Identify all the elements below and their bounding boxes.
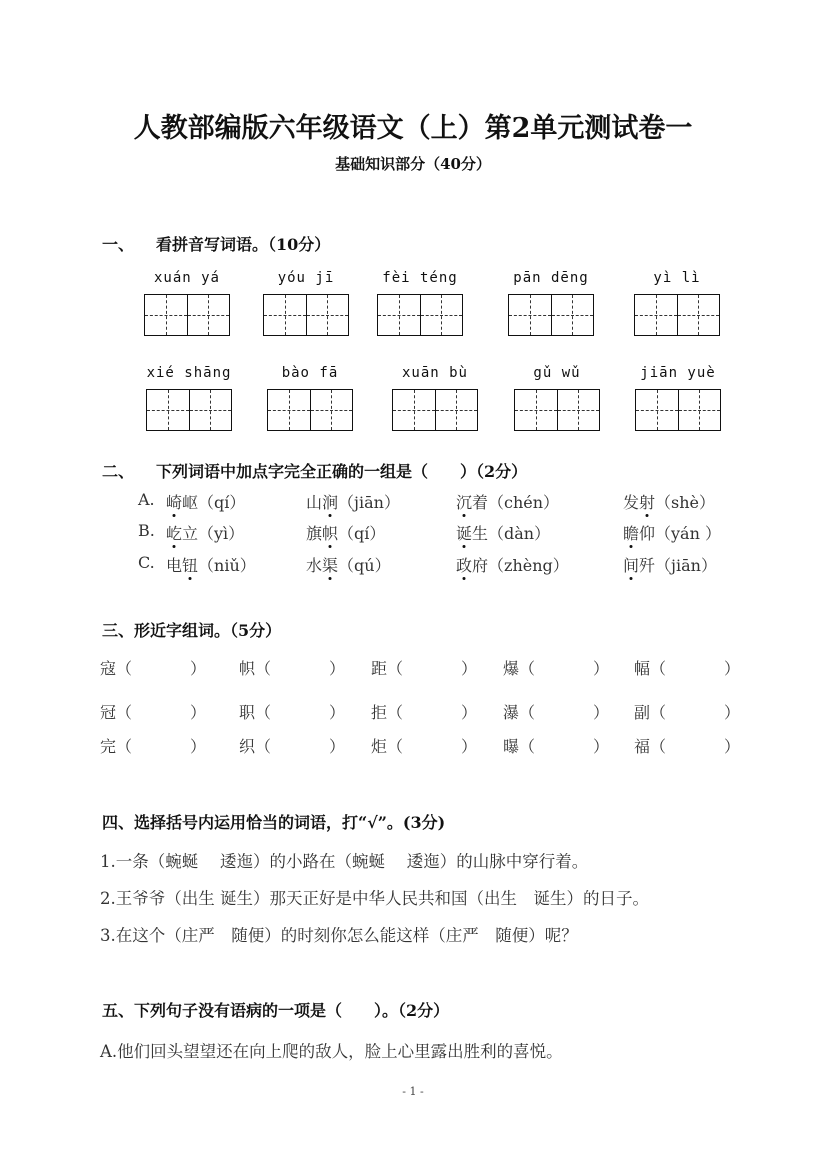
writing-grid[interactable] bbox=[508, 294, 594, 336]
option-label: B. bbox=[138, 521, 155, 540]
similar-char: 距 bbox=[371, 659, 388, 678]
writing-grid[interactable] bbox=[146, 389, 232, 431]
option-word bbox=[456, 553, 569, 576]
answer-paren-close: ） bbox=[190, 659, 207, 678]
similar-char-item[interactable] bbox=[371, 656, 478, 679]
page-number: - 1 - bbox=[402, 1085, 424, 1098]
answer-paren-open: （ bbox=[387, 703, 404, 722]
answer-paren-close: ） bbox=[190, 737, 207, 756]
word-suffix: 着（chén） bbox=[472, 493, 560, 512]
similar-char: 曝 bbox=[503, 737, 520, 756]
dotted-character: 射 bbox=[639, 493, 656, 512]
pinyin-word-item bbox=[633, 365, 723, 431]
similar-char-item[interactable] bbox=[100, 700, 207, 723]
similar-char: 织 bbox=[239, 737, 256, 756]
answer-paren-open: （ bbox=[255, 659, 272, 678]
writing-cell[interactable] bbox=[558, 390, 600, 430]
pinyin-word-item bbox=[375, 270, 465, 336]
word-prefix: 水 bbox=[306, 556, 323, 575]
section1-heading bbox=[102, 232, 330, 255]
word-suffix: 府（zhèng） bbox=[472, 556, 569, 575]
similar-char: 完 bbox=[100, 737, 117, 756]
pinyin-text: gǔ wǔ bbox=[533, 365, 581, 381]
answer-paren-open: （ bbox=[387, 737, 404, 756]
writing-cell[interactable] bbox=[145, 295, 188, 335]
dotted-character: 政 bbox=[456, 556, 473, 575]
answer-paren-open: （ bbox=[255, 737, 272, 756]
word-prefix: 山 bbox=[306, 493, 323, 512]
writing-grid[interactable] bbox=[514, 389, 600, 431]
similar-char: 寇 bbox=[100, 659, 117, 678]
writing-grid[interactable] bbox=[377, 294, 463, 336]
option-word bbox=[623, 553, 717, 576]
writing-grid[interactable] bbox=[635, 389, 721, 431]
pinyin-word-item bbox=[506, 270, 596, 336]
writing-cell[interactable] bbox=[307, 295, 349, 335]
word-suffix: （niǔ） bbox=[198, 556, 256, 575]
writing-cell[interactable] bbox=[515, 390, 558, 430]
dotted-character: 沉 bbox=[456, 493, 473, 512]
section2-heading bbox=[102, 459, 527, 482]
similar-char-item[interactable] bbox=[239, 656, 346, 679]
option-word bbox=[456, 490, 559, 513]
option-word bbox=[623, 521, 721, 544]
writing-cell[interactable] bbox=[268, 390, 311, 430]
word-suffix: （shè） bbox=[655, 493, 716, 512]
pinyin-text: yóu jī bbox=[277, 270, 335, 286]
answer-paren-close: ） bbox=[461, 659, 478, 678]
option-label: A. bbox=[138, 490, 155, 509]
similar-char-item[interactable] bbox=[371, 734, 478, 757]
pinyin-text: pān dēng bbox=[513, 270, 589, 286]
pinyin-word-item bbox=[512, 365, 602, 431]
answer-paren-close: ） bbox=[724, 659, 741, 678]
section1-title: 看拼音写词语。（10分） bbox=[156, 235, 331, 254]
similar-char: 幅 bbox=[634, 659, 651, 678]
answer-paren-open: （ bbox=[650, 703, 667, 722]
similar-char: 瀑 bbox=[503, 703, 520, 722]
pinyin-text: yì lì bbox=[653, 270, 701, 286]
section2-title: 下列词语中加点字完全正确的一组是（ ）（2分） bbox=[156, 462, 528, 481]
writing-cell[interactable] bbox=[509, 295, 552, 335]
dotted-character: 渠 bbox=[322, 556, 339, 575]
writing-cell[interactable] bbox=[436, 390, 478, 430]
word-suffix: 岖（qí） bbox=[182, 493, 246, 512]
word-prefix: 旗 bbox=[306, 524, 323, 543]
word-suffix: （qú） bbox=[338, 556, 391, 575]
answer-paren-close: ） bbox=[329, 659, 346, 678]
answer-paren-open: （ bbox=[519, 737, 536, 756]
similar-char: 拒 bbox=[371, 703, 388, 722]
word-suffix: （qí） bbox=[338, 524, 386, 543]
word-suffix: 仰（yán ） bbox=[639, 524, 721, 543]
writing-grid[interactable] bbox=[634, 294, 720, 336]
writing-cell[interactable] bbox=[421, 295, 463, 335]
similar-char: 职 bbox=[239, 703, 256, 722]
section4-sentence-2: 2.王爷爷（出生 诞生）那天正好是中华人民共和国（出生 诞生）的日子。 bbox=[100, 889, 649, 908]
word-suffix: 歼（jiān） bbox=[639, 556, 717, 575]
dotted-character: 涧 bbox=[322, 493, 339, 512]
dotted-character: 帜 bbox=[322, 524, 339, 543]
writing-cell[interactable] bbox=[636, 390, 679, 430]
answer-paren-close: ） bbox=[593, 703, 610, 722]
similar-char-item[interactable] bbox=[371, 700, 478, 723]
similar-char: 炬 bbox=[371, 737, 388, 756]
answer-paren-close: ） bbox=[724, 703, 741, 722]
pinyin-text: xuān bù bbox=[401, 365, 468, 381]
pinyin-word-item bbox=[261, 270, 351, 336]
section1-number: 一、 bbox=[102, 235, 135, 254]
similar-char-item[interactable] bbox=[239, 734, 346, 757]
similar-char: 福 bbox=[634, 737, 651, 756]
pinyin-word-item bbox=[390, 365, 480, 431]
option-word bbox=[456, 521, 550, 544]
similar-char-item[interactable] bbox=[503, 700, 610, 723]
option-word bbox=[306, 490, 400, 513]
answer-paren-close: ） bbox=[461, 703, 478, 722]
similar-char-item[interactable] bbox=[239, 700, 346, 723]
answer-paren-open: （ bbox=[387, 659, 404, 678]
writing-cell[interactable] bbox=[264, 295, 307, 335]
pinyin-word-item bbox=[265, 365, 355, 431]
writing-cell[interactable] bbox=[378, 295, 421, 335]
similar-char-item[interactable] bbox=[634, 734, 741, 757]
answer-paren-close: ） bbox=[593, 737, 610, 756]
option-word bbox=[306, 553, 391, 576]
writing-cell[interactable] bbox=[311, 390, 353, 430]
option-word bbox=[306, 521, 385, 544]
section4-heading: 四、选择括号内运用恰当的词语，打“√”。(3分) bbox=[102, 813, 446, 832]
section2-number: 二、 bbox=[102, 462, 135, 481]
pinyin-text: fèi téng bbox=[382, 270, 458, 286]
page-subtitle: 基础知识部分（40分） bbox=[335, 155, 491, 173]
writing-grid[interactable] bbox=[392, 389, 478, 431]
option-word bbox=[623, 490, 715, 513]
option-word bbox=[166, 553, 256, 576]
section3-heading: 三、形近字组词。（5分） bbox=[102, 621, 282, 640]
pinyin-word-item bbox=[142, 270, 232, 336]
option-word bbox=[166, 490, 245, 513]
section5-heading: 五、下列句子没有语病的一项是（ ）。（2分） bbox=[102, 1001, 450, 1020]
writing-cell[interactable] bbox=[679, 390, 721, 430]
dotted-character: 屹 bbox=[166, 524, 183, 543]
pinyin-word-item bbox=[144, 365, 234, 431]
answer-paren-open: （ bbox=[519, 659, 536, 678]
pinyin-text: bào fā bbox=[281, 365, 339, 381]
similar-char-item[interactable] bbox=[503, 656, 610, 679]
similar-char: 爆 bbox=[503, 659, 520, 678]
writing-cell[interactable] bbox=[190, 390, 232, 430]
pinyin-text: jiān yuè bbox=[640, 365, 716, 381]
dotted-character: 瞻 bbox=[623, 524, 640, 543]
similar-char-item[interactable] bbox=[100, 656, 207, 679]
answer-paren-open: （ bbox=[116, 737, 133, 756]
option-word bbox=[166, 521, 244, 544]
answer-paren-close: ） bbox=[593, 659, 610, 678]
answer-paren-open: （ bbox=[116, 703, 133, 722]
answer-paren-close: ） bbox=[329, 703, 346, 722]
dotted-character: 间 bbox=[623, 556, 640, 575]
similar-char: 副 bbox=[634, 703, 651, 722]
similar-char: 帜 bbox=[239, 659, 256, 678]
writing-cell[interactable] bbox=[552, 295, 594, 335]
similar-char-item[interactable] bbox=[634, 656, 741, 679]
writing-cell[interactable] bbox=[188, 295, 230, 335]
option-label: C. bbox=[138, 553, 155, 572]
answer-paren-open: （ bbox=[116, 659, 133, 678]
answer-paren-close: ） bbox=[329, 737, 346, 756]
pinyin-text: xié shāng bbox=[146, 365, 232, 381]
word-suffix: 生（dàn） bbox=[472, 524, 551, 543]
similar-char-item[interactable] bbox=[503, 734, 610, 757]
dotted-character: 诞 bbox=[456, 524, 473, 543]
writing-cell[interactable] bbox=[635, 295, 678, 335]
word-suffix: （jiān） bbox=[338, 493, 400, 512]
dotted-character: 钮 bbox=[182, 556, 199, 575]
answer-paren-close: ） bbox=[724, 737, 741, 756]
similar-char-item[interactable] bbox=[100, 734, 207, 757]
answer-paren-open: （ bbox=[255, 703, 272, 722]
pinyin-text: xuán yá bbox=[153, 270, 220, 286]
pinyin-word-item bbox=[632, 270, 722, 336]
word-prefix: 电 bbox=[166, 556, 183, 575]
word-suffix: 立（yì） bbox=[182, 524, 245, 543]
writing-cell[interactable] bbox=[147, 390, 190, 430]
answer-paren-open: （ bbox=[650, 737, 667, 756]
section5-option-a: A.他们回头望望还在向上爬的敌人，脸上心里露出胜利的喜悦。 bbox=[100, 1042, 563, 1061]
writing-grid[interactable] bbox=[144, 294, 230, 336]
word-prefix: 发 bbox=[623, 493, 640, 512]
answer-paren-close: ） bbox=[461, 737, 478, 756]
similar-char-item[interactable] bbox=[634, 700, 741, 723]
page-title: 人教部编版六年级语文（上）第2单元测试卷一 bbox=[133, 113, 693, 144]
answer-paren-open: （ bbox=[650, 659, 667, 678]
writing-grid[interactable] bbox=[263, 294, 349, 336]
answer-paren-open: （ bbox=[519, 703, 536, 722]
writing-grid[interactable] bbox=[267, 389, 353, 431]
section4-sentence-1: 1.一条（蜿蜒 逶迤）的小路在（蜿蜒 逶迤）的山脉中穿行着。 bbox=[100, 852, 589, 871]
writing-cell[interactable] bbox=[678, 295, 720, 335]
section4-sentence-3: 3.在这个（庄严 随便）的时刻你怎么能这样（庄严 随便）呢？ bbox=[100, 926, 578, 945]
similar-char: 冠 bbox=[100, 703, 117, 722]
answer-paren-close: ） bbox=[190, 703, 207, 722]
dotted-character: 崎 bbox=[166, 493, 183, 512]
writing-cell[interactable] bbox=[393, 390, 436, 430]
